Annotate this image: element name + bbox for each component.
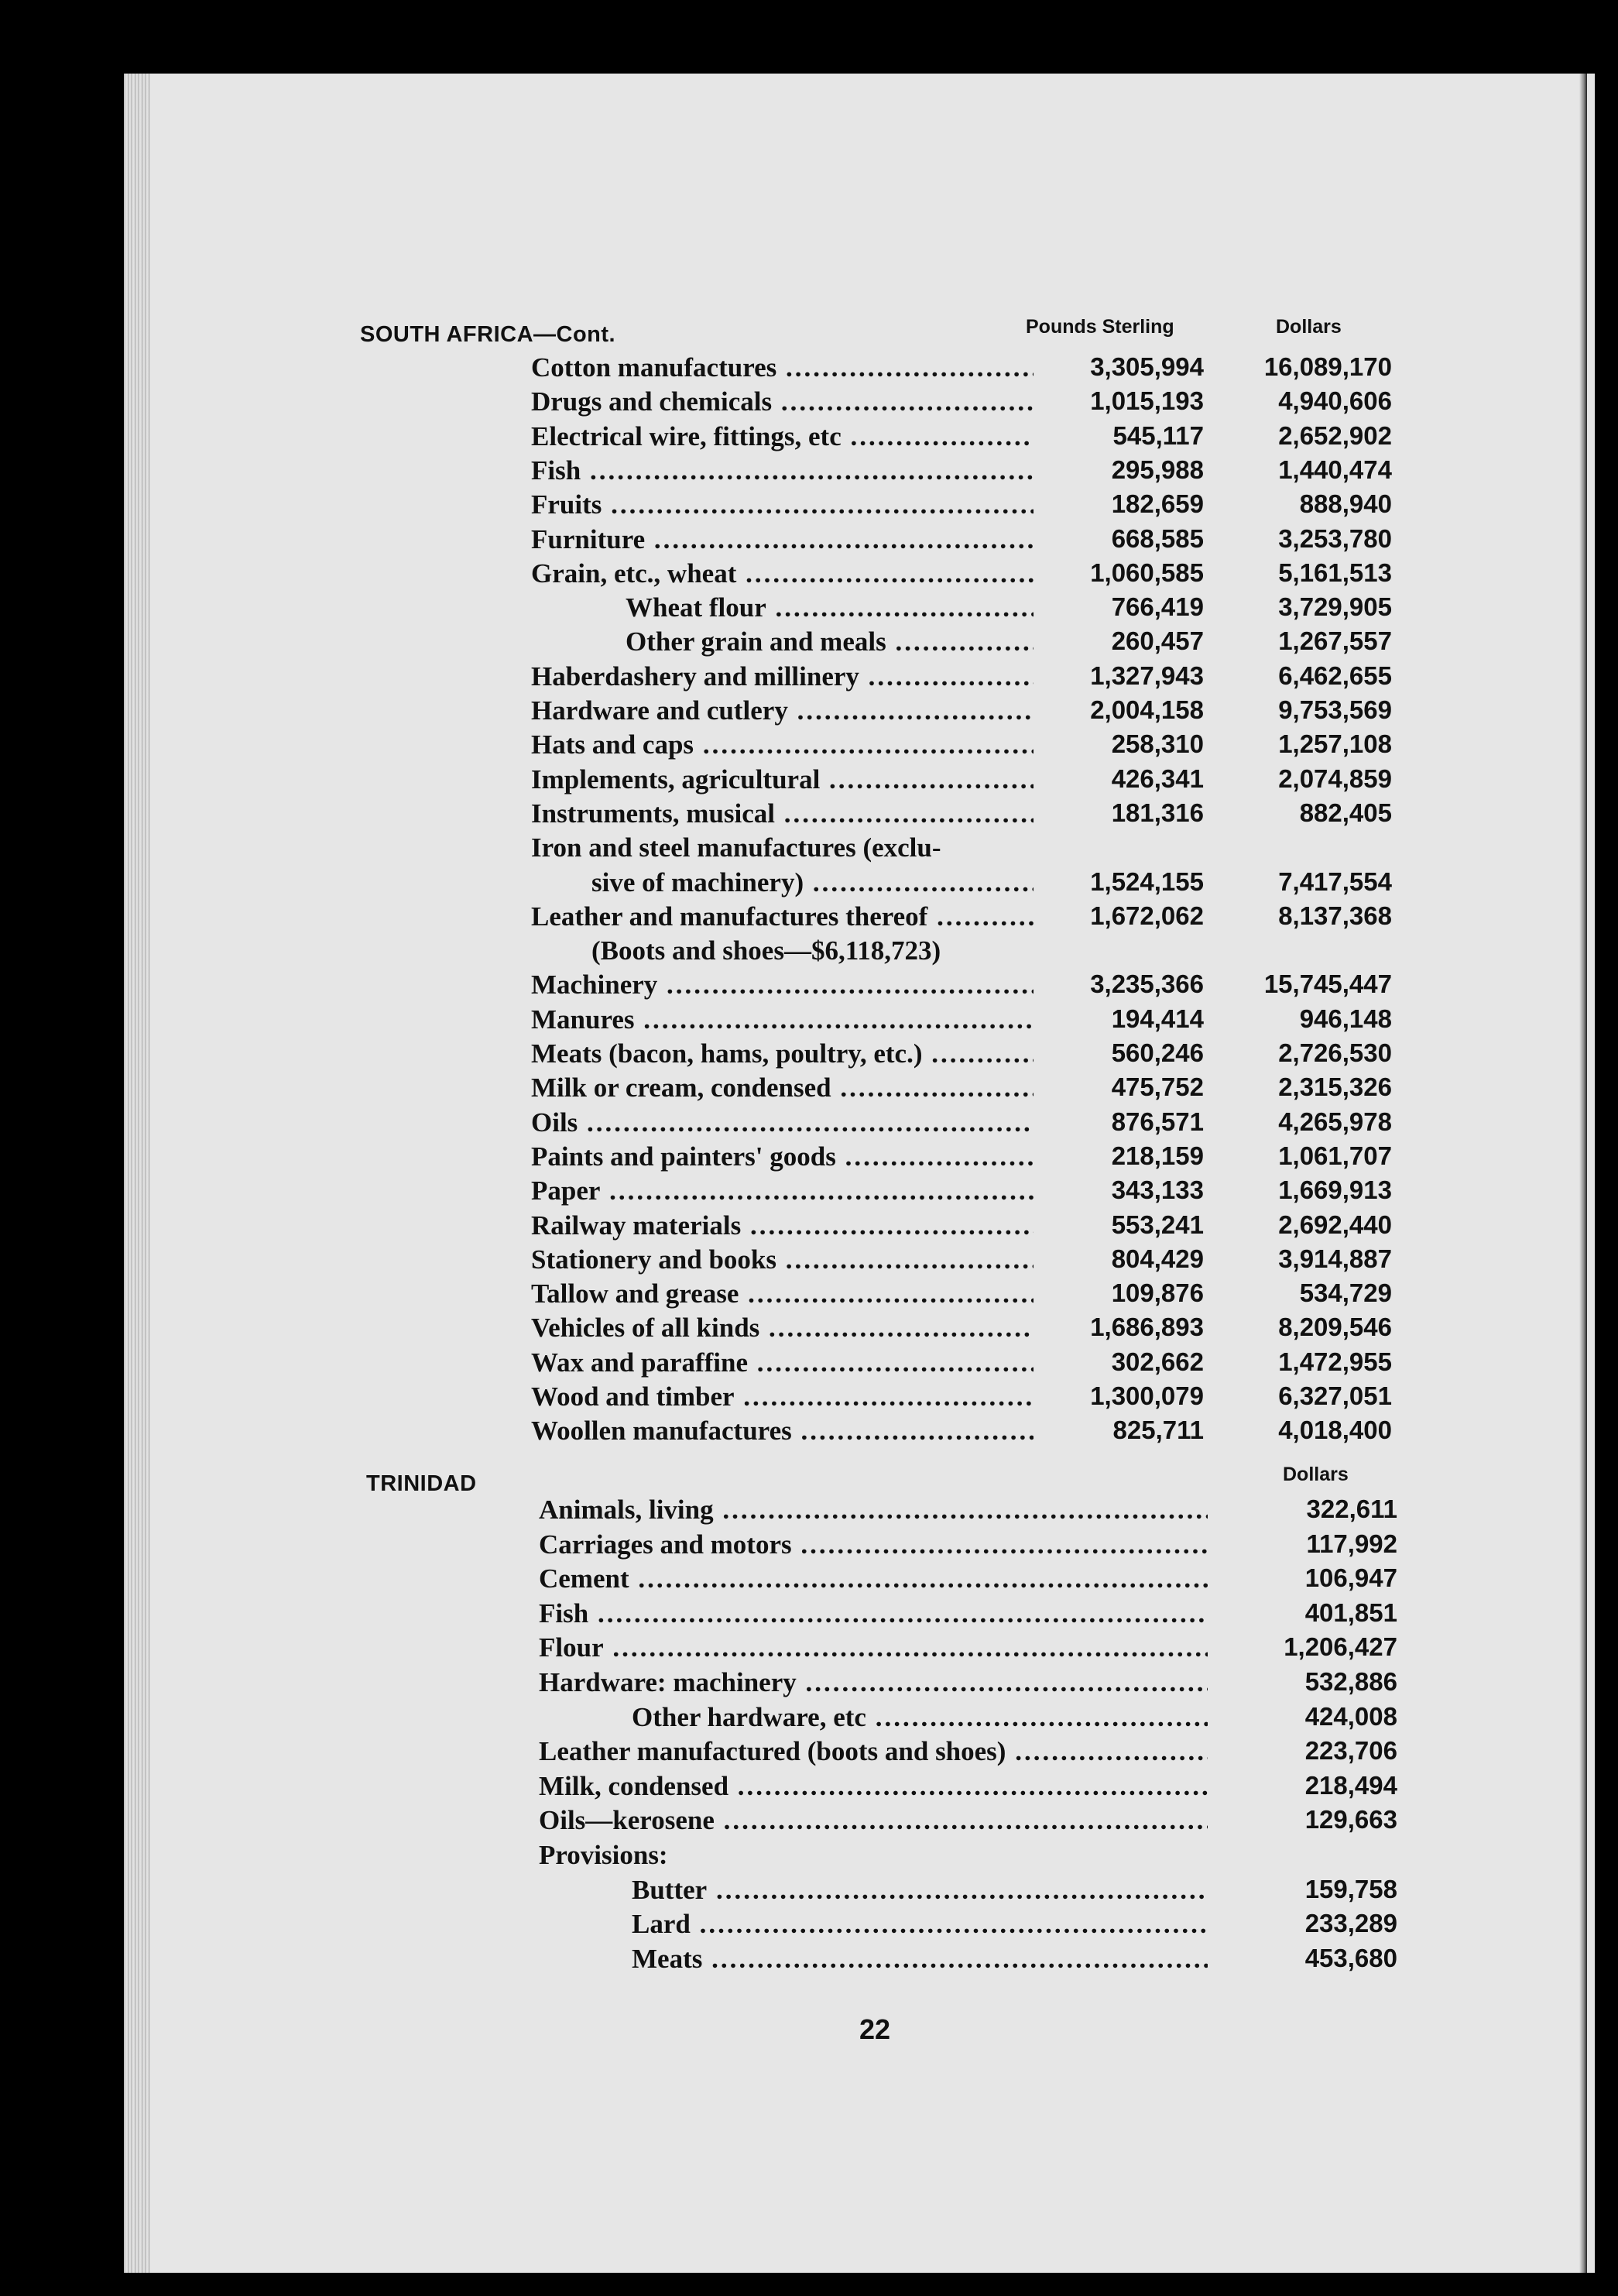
trinidad-dollars-value: 218,494 [1304,1770,1397,1800]
south-africa-item-label: Grain, etc., wheat ..... [531,558,1034,589]
south-africa-pounds-value: 1,672,062 [1090,901,1204,930]
column-header-dollars: Dollars [1276,316,1342,338]
south-africa-dollars-value: 6,462,655 [1278,661,1392,690]
south-africa-row [0,901,1618,934]
trinidad-row [0,1632,1618,1665]
trinidad-dollars-value: 223,706 [1304,1736,1397,1766]
section-title-south-africa: SOUTH AFRICA—Cont. [360,322,616,347]
south-africa-item-label: (Boots and shoes—$6,118,723) [591,935,941,966]
south-africa-row [0,1244,1618,1277]
trinidad-dollars-value: 129,663 [1304,1805,1397,1834]
south-africa-pounds-value: 804,429 [1111,1244,1204,1273]
south-africa-item-label: Furniture ..... [531,524,1034,555]
south-africa-row [0,935,1618,968]
section-title-trinidad: TRINIDAD [366,1471,477,1496]
south-africa-item-label: Instruments, musical ..... [531,798,1034,829]
trinidad-item-label: Cement ..... [539,1563,1208,1594]
south-africa-dollars-value: 3,914,887 [1278,1244,1392,1273]
south-africa-item-label: Hats and caps ..... [531,729,1034,760]
south-africa-pounds-value: 1,686,893 [1090,1313,1204,1342]
trinidad-item-label: Milk, condensed ..... [539,1771,1208,1802]
trinidad-item-label: Lard ..... [632,1909,1208,1940]
south-africa-row [0,592,1618,625]
south-africa-row [0,489,1618,522]
trinidad-row [0,1702,1618,1735]
trinidad-item-label: Hardware: machinery ..... [539,1667,1208,1698]
south-africa-dollars-value: 2,652,902 [1278,420,1392,450]
column-header-pounds: Pounds Sterling [1026,316,1174,338]
south-africa-dollars-value: 1,257,108 [1278,729,1392,759]
south-africa-row [0,1313,1618,1345]
trinidad-dollars-value: 322,611 [1306,1495,1397,1523]
trinidad-row [0,1840,1618,1872]
south-africa-row [0,764,1618,797]
south-africa-pounds-value: 182,659 [1111,489,1204,519]
south-africa-item-label: Wood and timber ..... [531,1381,1034,1412]
south-africa-dollars-value: 4,018,400 [1278,1416,1392,1445]
trinidad-item-label: Butter ..... [632,1875,1208,1906]
south-africa-row [0,970,1618,1002]
south-africa-pounds-value: 218,159 [1111,1141,1204,1170]
south-africa-item-label: Vehicles of all kinds ..... [531,1313,1034,1344]
south-africa-row [0,798,1618,831]
trinidad-item-label: Provisions: [539,1840,668,1870]
south-africa-item-label: Drugs and chemicals ..... [531,386,1034,417]
south-africa-item-label: Meats (bacon, hams, poultry, etc.) ..... [531,1038,1034,1069]
south-africa-dollars-value: 882,405 [1299,798,1392,827]
south-africa-item-label: Manures ..... [531,1004,1034,1035]
south-africa-dollars-value: 2,074,859 [1278,764,1392,793]
south-africa-pounds-value: 2,004,158 [1090,695,1204,724]
south-africa-row [0,1278,1618,1311]
south-africa-item-label: Stationery and books ..... [531,1244,1034,1275]
trinidad-dollars-value: 424,008 [1304,1701,1397,1731]
south-africa-item-label: Cotton manufactures ..... [531,352,1034,383]
south-africa-pounds-value: 475,752 [1111,1072,1204,1102]
south-africa-row [0,1381,1618,1414]
south-africa-dollars-value: 2,315,326 [1278,1072,1392,1102]
south-africa-pounds-value: 258,310 [1111,729,1204,759]
south-africa-pounds-value: 1,327,943 [1090,661,1204,690]
south-africa-dollars-value: 1,267,557 [1278,626,1392,656]
south-africa-dollars-value: 16,089,170 [1263,352,1392,381]
south-africa-row [0,421,1618,454]
trinidad-item-label: Animals, living ..... [539,1495,1208,1526]
trinidad-row [0,1909,1618,1941]
south-africa-row [0,832,1618,865]
south-africa-item-label: Leather and manufactures thereof ..... [531,901,1034,932]
south-africa-dollars-value: 1,669,913 [1278,1175,1392,1205]
south-africa-item-label: Machinery ..... [531,970,1034,1000]
south-africa-pounds-value: 426,341 [1111,764,1204,793]
south-africa-pounds-value: 295,988 [1111,455,1204,484]
south-africa-row [0,729,1618,762]
trinidad-item-label: Oils—kerosene ..... [539,1805,1208,1836]
south-africa-pounds-value: 560,246 [1111,1038,1204,1067]
south-africa-dollars-value: 5,161,513 [1278,558,1392,587]
south-africa-pounds-value: 1,300,079 [1090,1381,1204,1410]
south-africa-pounds-value: 876,571 [1111,1107,1204,1136]
south-africa-dollars-value: 15,745,447 [1263,970,1392,999]
trinidad-dollars-value: 159,758 [1304,1874,1397,1903]
south-africa-item-label: Wax and paraffine ..... [531,1347,1034,1378]
trinidad-row [0,1667,1618,1700]
south-africa-dollars-value: 888,940 [1299,489,1392,519]
south-africa-dollars-value: 3,253,780 [1278,523,1392,553]
south-africa-item-label: Paints and painters' goods ..... [531,1141,1034,1172]
south-africa-row [0,455,1618,488]
south-africa-row [0,352,1618,385]
south-africa-item-label: Wheat flour ..... [626,592,1034,623]
south-africa-item-label: Fish ..... [531,455,1034,486]
south-africa-dollars-value: 3,729,905 [1278,592,1392,622]
south-africa-dollars-value: 534,729 [1299,1278,1392,1308]
page-number: 22 [859,2013,891,2045]
trinidad-item-label: Fish ..... [539,1598,1208,1629]
south-africa-item-label: Iron and steel manufactures (exclu- [531,832,941,863]
south-africa-item-label: Implements, agricultural ..... [531,764,1034,795]
trinidad-dollars-value: 401,851 [1304,1598,1397,1627]
trinidad-row [0,1495,1618,1527]
south-africa-row [0,1175,1618,1208]
south-africa-item-label: Oils ..... [531,1107,1034,1138]
south-africa-item-label: Other grain and meals ..... [626,626,1034,657]
trinidad-item-label: Other hardware, etc ..... [632,1702,1208,1733]
south-africa-row [0,558,1618,591]
trinidad-row [0,1944,1618,1976]
south-africa-row [0,524,1618,557]
south-africa-pounds-value: 3,235,366 [1090,970,1204,999]
south-africa-item-label: Woollen manufactures ..... [531,1416,1034,1447]
trinidad-dollars-value: 233,289 [1304,1909,1397,1938]
south-africa-pounds-value: 343,133 [1111,1175,1204,1205]
south-africa-dollars-value: 946,148 [1299,1004,1392,1033]
south-africa-row [0,386,1618,419]
trinidad-item-label: Leather manufactured (boots and shoes) ..... [539,1736,1208,1767]
south-africa-pounds-value: 194,414 [1111,1004,1204,1033]
south-africa-pounds-value: 181,316 [1111,798,1204,827]
trinidad-dollars-value: 532,886 [1304,1667,1397,1696]
south-africa-item-label: Electrical wire, fittings, etc ..... [531,421,1034,452]
south-africa-dollars-value: 8,137,368 [1278,901,1392,930]
south-africa-dollars-value: 1,061,707 [1278,1141,1392,1170]
trinidad-dollars-value: 1,206,427 [1284,1632,1397,1662]
column-header-trinidad-dollars: Dollars [1283,1464,1349,1485]
south-africa-dollars-value: 1,440,474 [1278,455,1392,484]
south-africa-pounds-value: 553,241 [1111,1210,1204,1239]
trinidad-dollars-value: 117,992 [1306,1529,1397,1558]
south-africa-dollars-value: 2,726,530 [1278,1038,1392,1067]
south-africa-item-label: Hardware and cutlery ..... [531,695,1034,726]
south-africa-row [0,1416,1618,1448]
trinidad-row [0,1771,1618,1804]
south-africa-item-label: Paper ..... [531,1175,1034,1206]
south-africa-row [0,1347,1618,1380]
trinidad-row [0,1529,1618,1562]
south-africa-row [0,1072,1618,1105]
south-africa-item-label: Fruits ..... [531,489,1034,520]
south-africa-pounds-value: 1,524,155 [1090,867,1204,896]
south-africa-row [0,626,1618,659]
trinidad-dollars-value: 453,680 [1304,1943,1397,1972]
south-africa-pounds-value: 1,060,585 [1090,558,1204,587]
south-africa-row [0,695,1618,728]
trinidad-item-label: Flour ..... [539,1632,1208,1663]
south-africa-dollars-value: 4,265,978 [1278,1107,1392,1136]
south-africa-pounds-value: 260,457 [1111,626,1204,656]
trinidad-dollars-value: 106,947 [1304,1563,1397,1593]
south-africa-item-label: sive of machinery) ..... [591,867,1034,898]
trinidad-item-label: Carriages and motors ..... [539,1529,1208,1560]
south-africa-row [0,661,1618,694]
south-africa-pounds-value: 302,662 [1111,1347,1204,1376]
south-africa-item-label: Tallow and grease ..... [531,1278,1034,1309]
trinidad-row [0,1736,1618,1769]
south-africa-item-label: Milk or cream, condensed ..... [531,1072,1034,1103]
south-africa-dollars-value: 7,417,554 [1278,867,1392,896]
south-africa-dollars-value: 2,692,440 [1278,1210,1392,1239]
south-africa-pounds-value: 3,305,994 [1090,352,1204,381]
south-africa-pounds-value: 545,117 [1112,420,1204,450]
trinidad-row [0,1875,1618,1907]
south-africa-row [0,1004,1618,1037]
trinidad-row [0,1563,1618,1596]
south-africa-row [0,1038,1618,1071]
south-africa-row [0,1107,1618,1140]
trinidad-item-label: Meats ..... [632,1944,1208,1975]
south-africa-pounds-value: 825,711 [1112,1416,1204,1445]
south-africa-row [0,1141,1618,1174]
south-africa-row [0,1210,1618,1243]
south-africa-pounds-value: 109,876 [1111,1278,1204,1308]
south-africa-pounds-value: 766,419 [1111,592,1204,622]
trinidad-row [0,1598,1618,1631]
south-africa-row [0,867,1618,900]
south-africa-dollars-value: 8,209,546 [1278,1313,1392,1342]
south-africa-dollars-value: 6,327,051 [1278,1381,1392,1410]
south-africa-dollars-value: 9,753,569 [1278,695,1392,724]
south-africa-item-label: Haberdashery and millinery ..... [531,661,1034,692]
south-africa-item-label: Railway materials ..... [531,1210,1034,1241]
trinidad-row [0,1805,1618,1838]
south-africa-dollars-value: 4,940,606 [1278,386,1392,416]
south-africa-dollars-value: 1,472,955 [1278,1347,1392,1376]
south-africa-pounds-value: 1,015,193 [1090,386,1204,416]
south-africa-pounds-value: 668,585 [1111,523,1204,553]
